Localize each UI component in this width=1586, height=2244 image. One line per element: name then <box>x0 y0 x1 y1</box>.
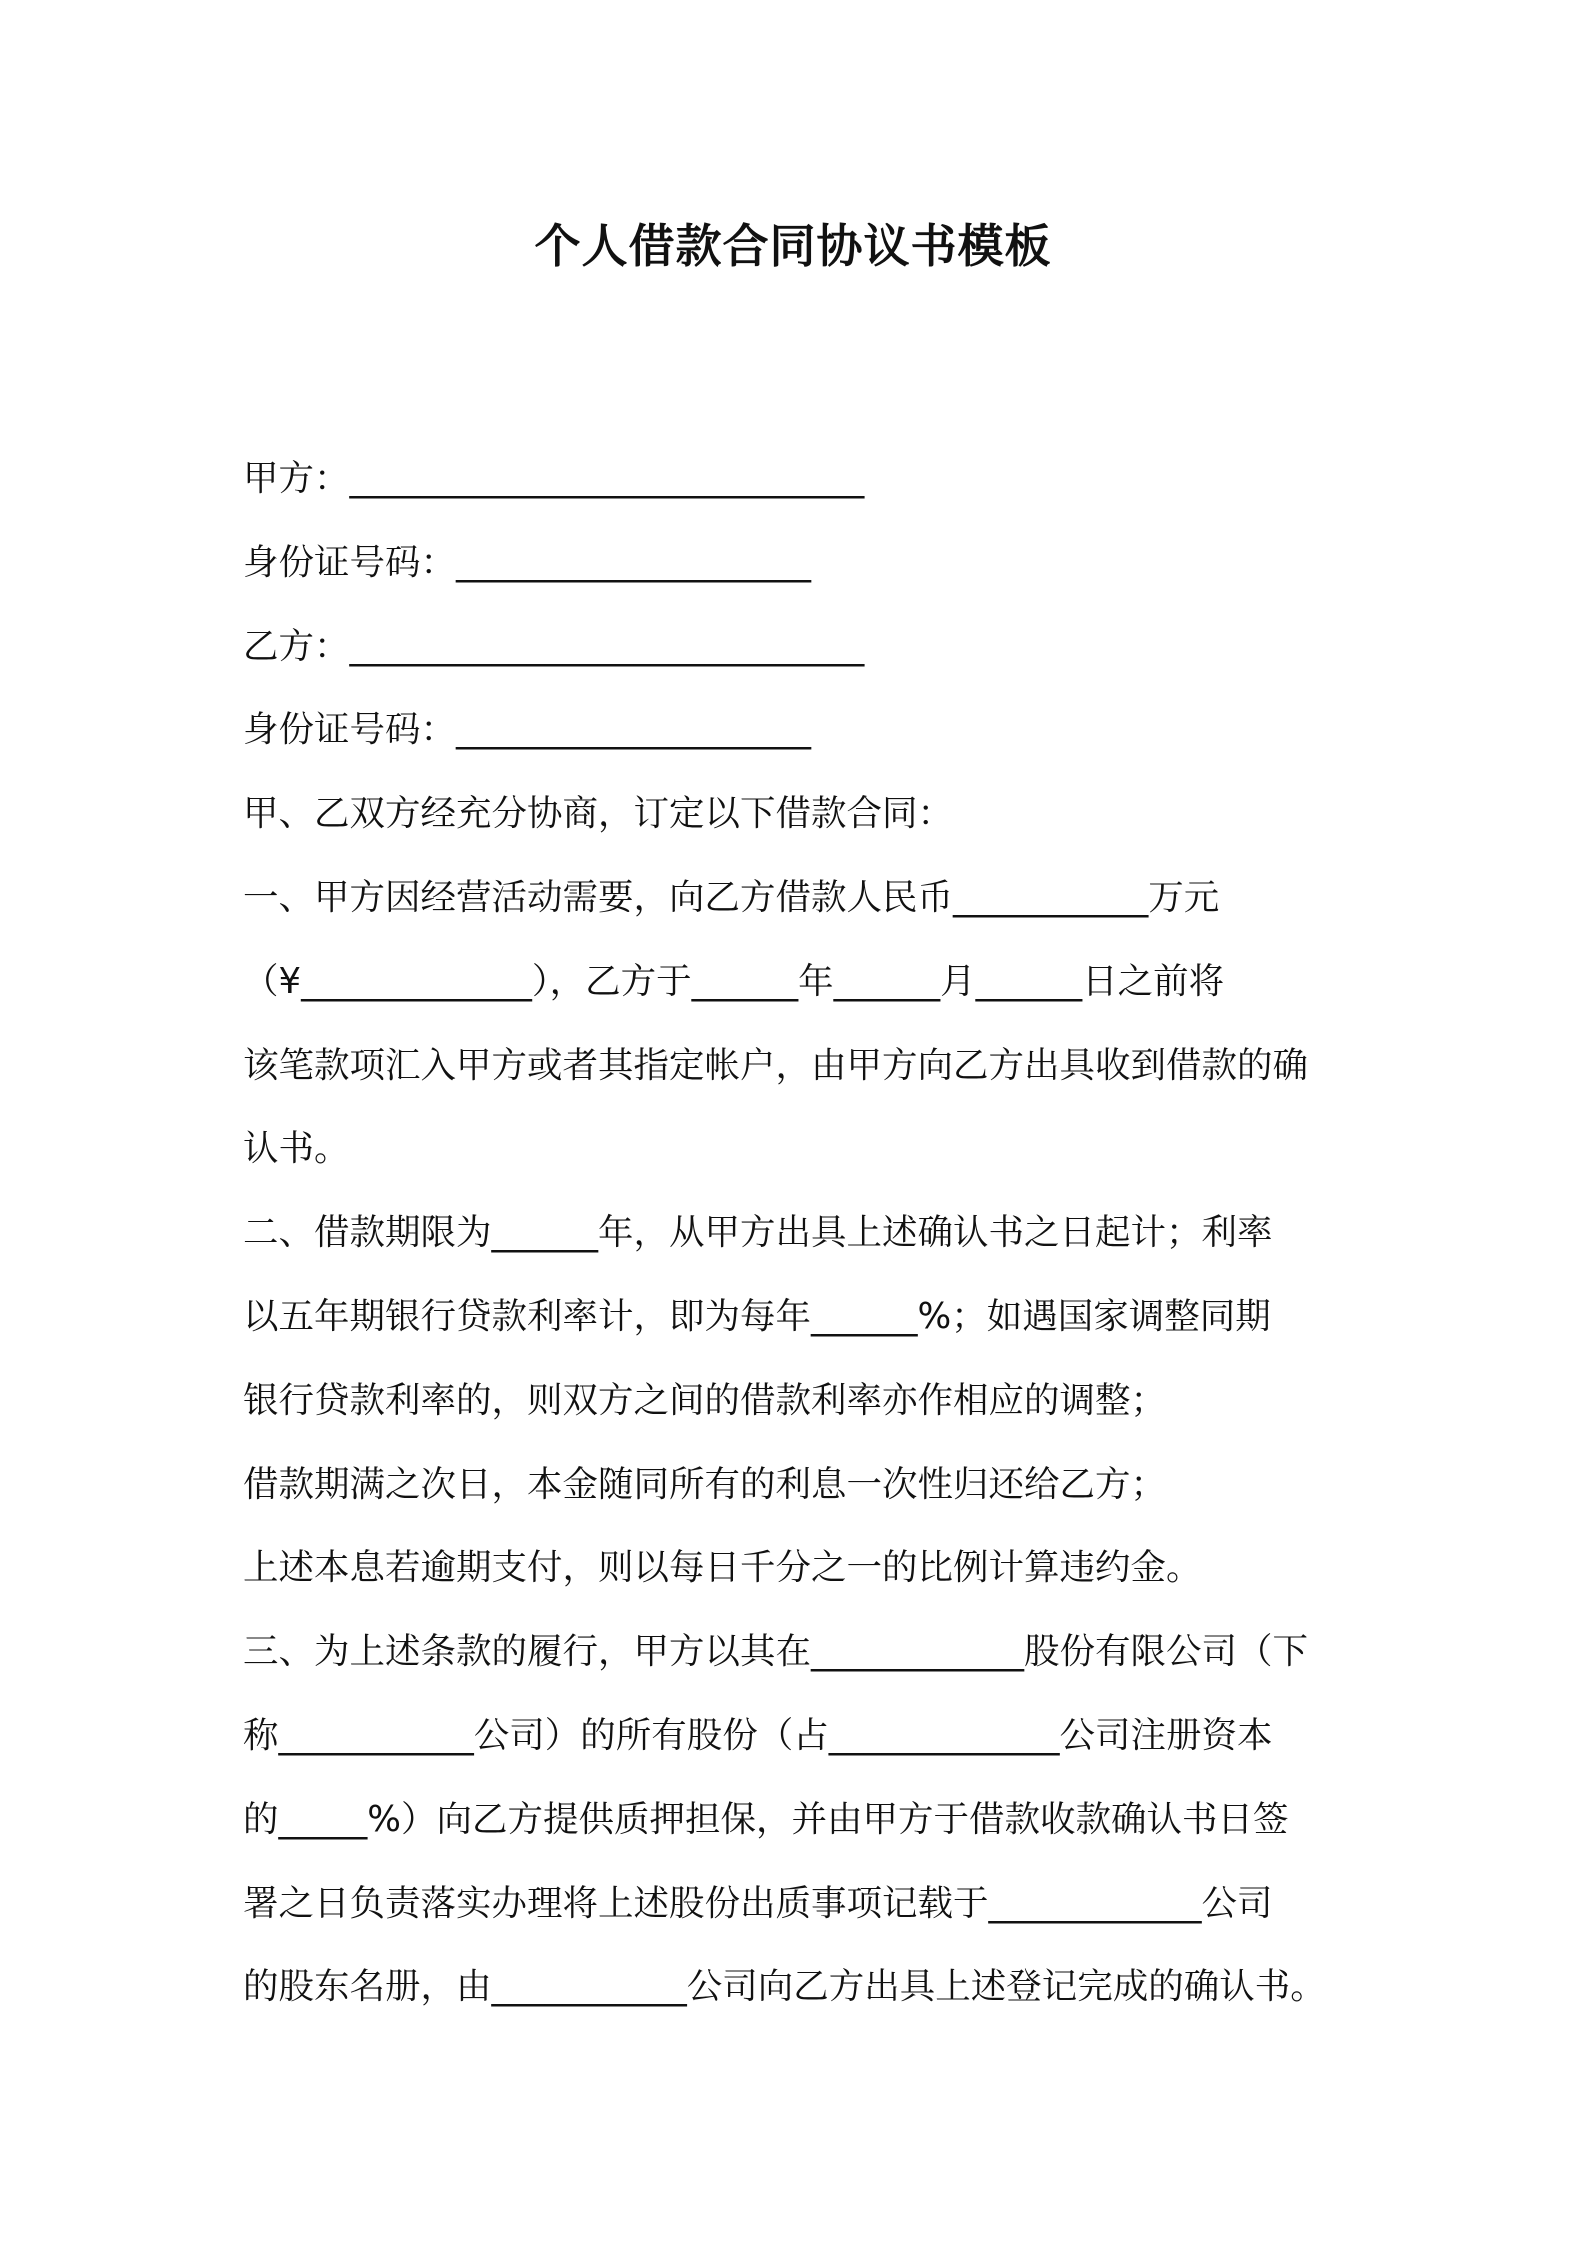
clause-2-line-5: 上述本息若逾期支付，则以每日千分之一的比例计算违约金。 <box>243 1547 1202 1589</box>
clause-1-line-4: 认书。 <box>243 1128 350 1170</box>
party-b-id-line: 身份证号码：____________________ <box>243 709 812 751</box>
clause-3-line-5: 的股东名册，由___________公司向乙方出具上述登记完成的确认书。 <box>243 1966 1326 2008</box>
clause-3-line-3: 的_____%）向乙方提供质押担保，并由甲方于借款收款确认书日签 <box>243 1798 1289 1840</box>
clause-2-line-4: 借款期满之次日，本金随同所有的利息一次性归还给乙方； <box>243 1463 1167 1505</box>
document-title: 个人借款合同协议书模板 <box>534 219 1052 273</box>
party-b-line: 乙方：_____________________________ <box>243 625 865 667</box>
clause-1-line-3: 该笔款项汇入甲方或者其指定帐户，由甲方向乙方出具收到借款的确 <box>243 1044 1309 1086</box>
preamble-line: 甲、乙双方经充分协商，订定以下借款合同： <box>243 793 954 835</box>
clause-3-line-2: 称___________公司）的所有股份（占_____________公司注册资本 <box>243 1714 1273 1756</box>
party-a-line: 甲方：_____________________________ <box>243 458 865 499</box>
clause-2-line-2: 以五年期银行贷款利率计，即为每年______%；如遇国家调整同期 <box>243 1295 1271 1337</box>
clause-1-line-2: （¥_____________），乙方于______年______月______日之前将 <box>243 960 1225 1002</box>
clause-2-line-1: 二、借款期限为______年，从甲方出具上述确认书之日起计；利率 <box>243 1212 1273 1254</box>
clause-2-line-3: 银行贷款利率的，则双方之间的借款利率亦作相应的调整； <box>243 1379 1167 1421</box>
party-a-id-line: 身份证号码：____________________ <box>243 541 812 583</box>
clause-3-line-4: 署之日负责落实办理将上述股份出质事项记载于____________公司 <box>243 1882 1273 1924</box>
contract-body <box>243 449 1403 2041</box>
clause-3-line-1: 三、为上述条款的履行，甲方以其在____________股份有限公司（下 <box>243 1631 1309 1673</box>
clause-1-line-1: 一、甲方因经营活动需要，向乙方借款人民币___________万元 <box>243 876 1220 918</box>
